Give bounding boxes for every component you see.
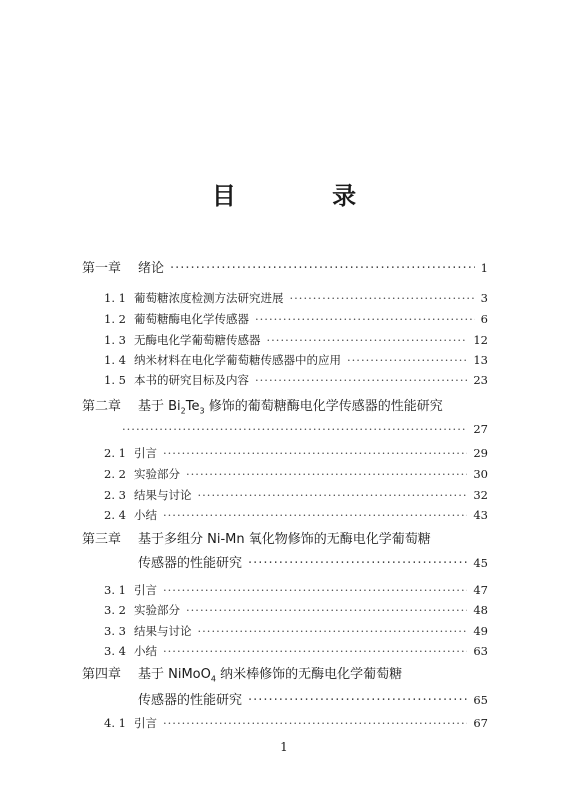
toc-chapter-3-cont[interactable]: [138, 553, 488, 573]
section-number: 1. 4: [104, 353, 126, 367]
toc-section-2-1[interactable]: [104, 443, 488, 463]
toc-section-2-2[interactable]: [104, 464, 488, 484]
page-number: 48: [473, 603, 488, 617]
chapter-number: 第四章: [82, 667, 122, 682]
section-number: 2. 4: [104, 508, 126, 522]
section-title: 小结: [134, 508, 157, 522]
page-number: 29: [473, 446, 488, 460]
section-number: 1. 2: [104, 312, 126, 326]
page-number: 30: [473, 467, 488, 481]
toc-section-3-3[interactable]: [104, 621, 488, 641]
page-number: 1: [480, 261, 488, 275]
page-number: 23: [473, 373, 488, 387]
leader-dots: [186, 600, 467, 620]
leader-dots: [163, 443, 467, 463]
chapter-number: 第三章: [82, 532, 122, 547]
section-title: 无酶电化学葡萄糖传感器: [134, 333, 261, 347]
page-number: 27: [473, 422, 488, 436]
leader-dots: [248, 691, 467, 711]
leader-dots: [163, 505, 467, 525]
section-title: 葡萄糖酶电化学传感器: [134, 312, 249, 326]
page-number: 12: [473, 333, 488, 347]
page-number: 65: [473, 693, 488, 707]
page-number: 45: [473, 556, 488, 570]
toc-section-1-4[interactable]: [104, 350, 488, 370]
section-title: 实验部分: [134, 603, 180, 617]
section-number: 3. 2: [104, 603, 126, 617]
chapter-title: 基于多组分 Ni-Mn 氧化物修饰的无酶电化学葡萄糖: [138, 532, 431, 547]
page-number: 13: [473, 353, 488, 367]
leader-dots: [198, 485, 468, 505]
leader-dots: [255, 370, 467, 390]
chapter-title: 基于 $Bi_2Te_3$ 修饰的葡萄糖酶电化学传感器的性能研究: [138, 399, 443, 416]
leader-dots: [267, 330, 468, 350]
leader-dots: [198, 621, 468, 641]
section-number: 4. 1: [104, 716, 126, 730]
section-title: 结果与讨论: [134, 624, 192, 638]
leader-dots: [163, 641, 467, 661]
section-title: 本书的研究目标及内容: [134, 373, 249, 387]
chapter-title-cont: 传感器的性能研究: [138, 693, 243, 708]
toc-section-3-2[interactable]: [104, 600, 488, 620]
toc-section-1-5[interactable]: [104, 370, 488, 390]
toc-section-3-1[interactable]: [104, 580, 488, 600]
toc-section-2-4[interactable]: [104, 505, 488, 525]
leader-dots: [122, 419, 467, 439]
section-number: 3. 1: [104, 583, 126, 597]
toc-chapter-3[interactable]: [82, 530, 488, 550]
toc-chapter-2-leader: [82, 419, 488, 439]
page-number: 47: [473, 583, 488, 597]
page-number: 6: [480, 312, 488, 326]
chapter-number: 第二章: [82, 399, 122, 414]
toc-section-1-3[interactable]: [104, 330, 488, 350]
section-number: 2. 1: [104, 446, 126, 460]
footer-page-number: 1: [280, 740, 288, 754]
chapter-title-cont: 传感器的性能研究: [138, 556, 243, 571]
leader-dots: [163, 713, 467, 733]
page-number: 63: [473, 644, 488, 658]
page-number: 43: [473, 508, 488, 522]
toc-chapter-4[interactable]: [82, 665, 488, 685]
section-title: 纳米材料在电化学葡萄糖传感器中的应用: [134, 353, 341, 367]
section-title: 葡萄糖浓度检测方法研究进展: [134, 291, 284, 305]
toc-section-4-1[interactable]: [104, 713, 488, 733]
page-number: 3: [480, 291, 488, 305]
toc-chapter-4-cont[interactable]: [138, 690, 488, 710]
toc-section-1-1[interactable]: [104, 288, 488, 308]
chapter-title: 绪论: [138, 261, 165, 276]
section-title: 引言: [134, 583, 157, 597]
page-title: 目 录: [211, 182, 401, 210]
leader-dots: [248, 554, 467, 574]
toc-chapter-2[interactable]: [82, 397, 488, 417]
section-title: 小结: [134, 644, 157, 658]
section-number: 1. 1: [104, 291, 126, 305]
section-number: 2. 3: [104, 488, 126, 502]
chapter-title: 基于 NiMoO$_4$ 纳米棒修饰的无酶电化学葡萄糖: [138, 667, 403, 684]
toc-section-1-2[interactable]: [104, 309, 488, 329]
leader-dots: [170, 259, 475, 279]
section-number: 3. 3: [104, 624, 126, 638]
chapter-number: 第一章: [82, 261, 122, 276]
leader-dots: [186, 464, 467, 484]
section-title: 引言: [134, 446, 157, 460]
section-number: 3. 4: [104, 644, 126, 658]
section-title: 实验部分: [134, 467, 180, 481]
leader-dots: [347, 350, 467, 370]
section-title: 引言: [134, 716, 157, 730]
section-number: 1. 3: [104, 333, 126, 347]
section-number: 2. 2: [104, 467, 126, 481]
toc-section-2-3[interactable]: [104, 485, 488, 505]
section-number: 1. 5: [104, 373, 126, 387]
leader-dots: [163, 580, 467, 600]
page-number: 32: [473, 488, 488, 502]
toc-section-3-4[interactable]: [104, 641, 488, 661]
toc-chapter-1[interactable]: [82, 258, 488, 278]
page-number: 49: [473, 624, 488, 638]
leader-dots: [255, 309, 475, 329]
page-number: 67: [473, 716, 488, 730]
section-title: 结果与讨论: [134, 488, 192, 502]
leader-dots: [290, 288, 475, 308]
